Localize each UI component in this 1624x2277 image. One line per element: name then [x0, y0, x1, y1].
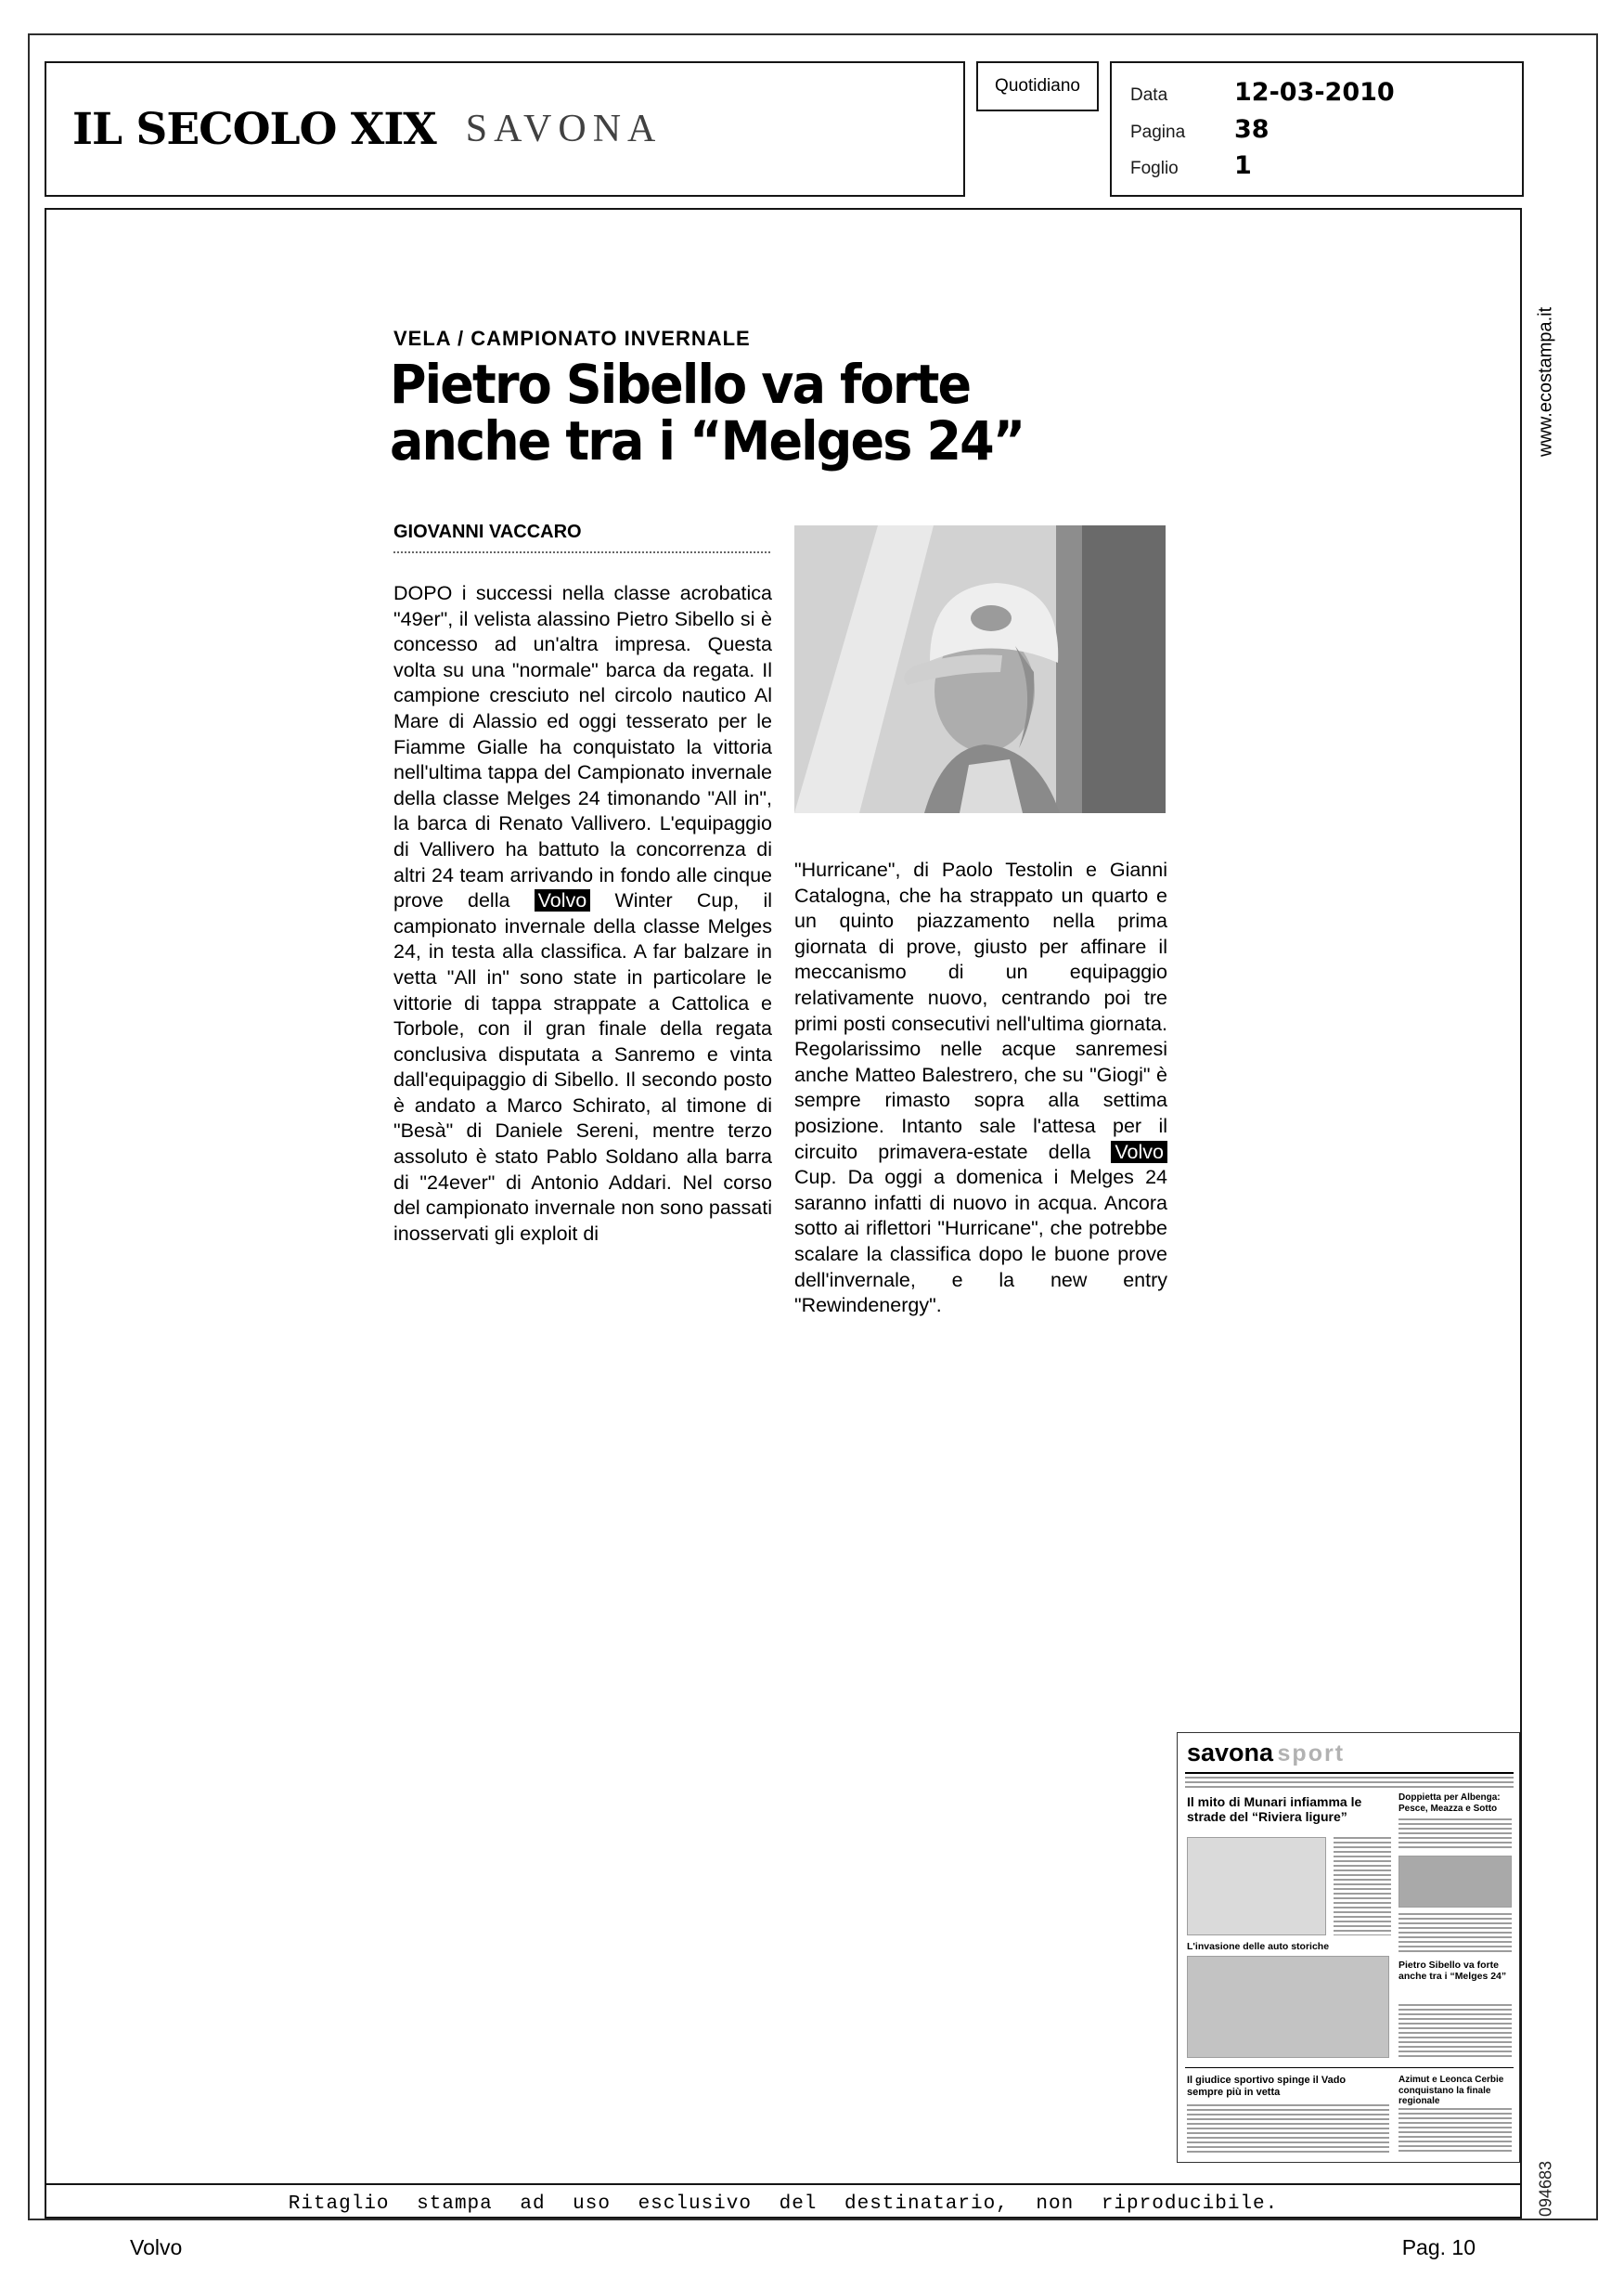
- col1-text-a: DOPO i successi nella classe acrobatica "49er", il velista alassino Pietro Sibello si è concesso ad un'altra impresa. Questa volta su una "normale" barca da regata. Il campione cresciuto nel circolo nautico Al Mare di Alassio ed oggi tesserato per le Fiamme Gialle ha conquistato la vittoria nell'ultima tappa del Campionato invernale della classe Melges 24 timonando "All in", la barca di Renato Vallivero. L'equipaggio di Vallivero ha battuto la concorrenza di altri 24 team arrivando in fondo alle cinque prove della: [393, 582, 772, 912]
- thumb-headline-bottom-right: Azimut e Leonca Cerbie conquistano la finale regionale: [1398, 2075, 1504, 2106]
- thumb-caption-mid: L'invasione delle auto storiche: [1187, 1941, 1330, 1952]
- meta-row-page: [1130, 115, 1503, 144]
- article-title-line1: Pietro Sibello va forte: [390, 353, 971, 416]
- publication-type-label: Quotidiano: [995, 76, 1080, 96]
- thumb-headline-main: Il mito di Munari infiamma le strade del “Riviera ligure”: [1187, 1794, 1362, 1825]
- volvo-highlight-2: Volvo: [1111, 1141, 1167, 1163]
- edition-name: SAVONA: [465, 108, 663, 150]
- footer-client-name: Volvo: [130, 2235, 183, 2259]
- meta-row-sheet: [1130, 151, 1503, 180]
- article-column-2: [794, 858, 1167, 1319]
- article-byline: GIOVANNI VACCARO: [393, 522, 770, 553]
- thumb-rule-top: [1185, 1772, 1514, 1774]
- thumb-rule-bottom: [1185, 2067, 1514, 2068]
- thumb-photo-right: [1398, 1856, 1512, 1908]
- disclaimer-text: Ritaglio stampa ad uso esclusivo del destinatario, non riproducibile.: [288, 2193, 1279, 2215]
- col2-text-a: "Hurricane", di Paolo Testolin e Gianni Catalogna, che ha strappato un quarto e un quinto piazzamento nella prima giornata di prove, giusto per affinare il meccanismo di un equipaggio relativamente nuovo, centrando poi tre primi posti consecutivi nell'ultima giornata. Regolarissimo nelle acque sanremesi anche Matteo Balestrero, che su "Giogi" è sempre rimasto sopra alla settima posizione. Intanto sale l'attesa per il circuito primavera-estate della: [794, 859, 1167, 1163]
- meta-value-page: 38: [1234, 114, 1270, 144]
- thumb-headline-right: Doppietta per Albenga: Pesce, Meazza e Sotto: [1398, 1792, 1501, 1814]
- article-kicker: VELA / CAMPIONATO INVERNALE: [393, 327, 751, 350]
- meta-row-date: [1130, 78, 1503, 107]
- thumb-text-block-e: [1187, 2104, 1389, 2153]
- meta-label-date: Data: [1130, 85, 1168, 105]
- thumb-text-block-a: [1398, 1818, 1512, 1850]
- thumb-teaser-strip: [1185, 1777, 1514, 1788]
- meta-value-sheet: 1: [1234, 151, 1252, 180]
- article-title-line2: anche tra i “Melges 24”: [390, 409, 1025, 472]
- thumb-text-block-b: [1334, 1837, 1391, 1935]
- thumb-text-block-f: [1398, 2108, 1512, 2153]
- meta-label-page: Pagina: [1130, 122, 1186, 142]
- volvo-highlight-1: Volvo: [535, 889, 591, 912]
- footer-page-number: Pag. 10: [1401, 2235, 1476, 2259]
- col1-text-b: Winter Cup, il campionato invernale della classe Melges 24, in testa alla classifica. A far balzare in vetta "All in" sono state in particolare le vittorie di tappa strappate a Cattolica e Torbole, con il gran finale della regata conclusiva disputata a Sanremo e vinta dall'equipaggio di Sibello. Il secondo posto è andato a Marco Schirato, al timone di "Besà" di Daniele Sereni, mentre terzo assoluto è stato Pablo Soldano alla barra di "24ever" di Antonio Addari. Nel corso del campionato invernale non sono passati inosservati gli exploit di: [393, 889, 773, 1245]
- publication-type-box: [976, 61, 1099, 111]
- thumb-masthead: [1187, 1739, 1345, 1767]
- thumb-text-block-d: [1398, 2004, 1512, 2060]
- thumb-sketch-image: [1187, 1837, 1326, 1935]
- thumb-headline-sibello: Pietro Sibello va forte anche tra i “Melges 24”: [1398, 1960, 1507, 1983]
- thumb-masthead-light: sport: [1277, 1740, 1346, 1766]
- article-title: [390, 353, 1025, 472]
- thumb-masthead-bold: savona: [1187, 1739, 1274, 1766]
- meta-label-sheet: Foglio: [1130, 159, 1179, 178]
- press-meta-box: [1110, 61, 1524, 197]
- clipping-code-vertical: 094683: [1536, 2160, 1555, 2217]
- masthead-box: [45, 61, 965, 197]
- newspaper-page-thumbnail: [1177, 1732, 1520, 2163]
- thumb-text-block-c: [1398, 1913, 1512, 1952]
- thumb-headline-bottom-left: Il giudice sportivo spinge il Vado sempre più in vetta: [1187, 2075, 1347, 2098]
- meta-value-date: 12-03-2010: [1234, 78, 1395, 107]
- thumb-photo-main: [1187, 1956, 1389, 2058]
- col2-text-b: Cup. Da oggi a domenica i Melges 24 saranno infatti di nuovo in acqua. Ancora sotto ai riflettori "Hurricane", che potrebbe scalare la classifica dopo le buone prove dell'invernale, e la new entry "Rewindenergy".: [794, 1166, 1167, 1317]
- disclaimer-strip: [46, 2183, 1520, 2215]
- ecostampa-url-vertical: www.ecostampa.it: [1535, 306, 1556, 457]
- article-photo: [794, 525, 1166, 813]
- newspaper-logo: IL SECOLO XIX: [72, 103, 436, 155]
- article-column-1: [393, 581, 772, 1247]
- portrait-placeholder: [794, 525, 1166, 813]
